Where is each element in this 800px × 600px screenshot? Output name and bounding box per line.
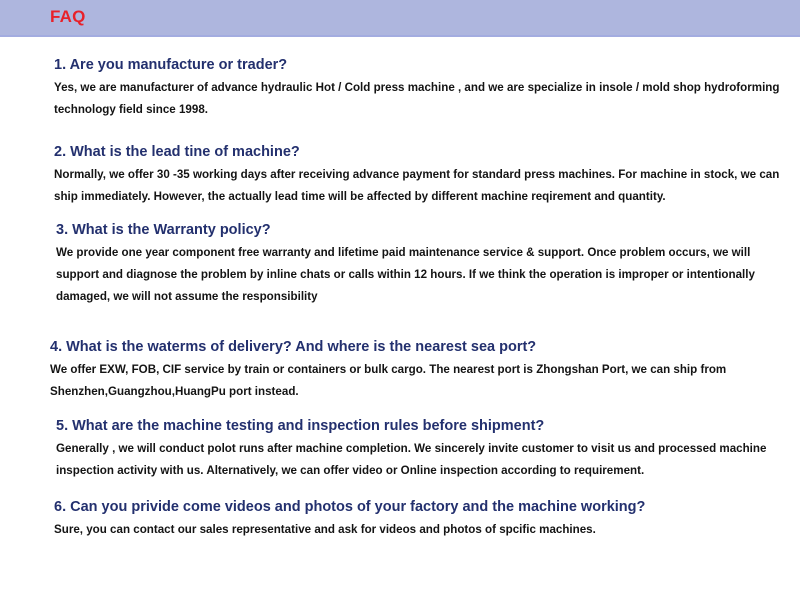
faq-answer-line: damaged, we will not assume the responsibility — [56, 290, 318, 303]
faq-answer-line: Shenzhen,Guangzhou,HuangPu port instead. — [50, 385, 299, 398]
faq-question: 5. What are the machine testing and inspection rules before shipment? — [56, 418, 545, 434]
faq-item — [0, 416, 800, 482]
faq-answer-line: support and diagnose the problem by inline chats or calls within 12 hours. If we think the operation is improper or intentionally — [56, 268, 755, 281]
faq-item — [0, 220, 800, 308]
faq-question: 4. What is the waterms of delivery? And where is the nearest sea port? — [50, 339, 537, 355]
faq-answer — [56, 242, 800, 308]
page-title: FAQ — [50, 7, 86, 26]
faq-question: 1. Are you manufacture or trader? — [54, 57, 288, 73]
faq-answer — [56, 438, 800, 482]
faq-answer — [54, 519, 800, 541]
faq-question: 6. Can you privide come videos and photos of your factory and the machine working? — [54, 499, 646, 515]
faq-answer-line: ship immediately. However, the actually lead time will be affected by different machine reqirement and quantity. — [54, 190, 666, 203]
faq-answer — [54, 164, 800, 208]
faq-answer-line: inspection activity with us. Alternatively, we can offer video or Online inspection according to requirement. — [56, 464, 645, 477]
faq-item — [0, 55, 800, 121]
faq-item — [0, 337, 800, 403]
faq-answer-line: Sure, you can contact our sales representative and ask for videos and photos of spcific machines. — [54, 523, 596, 536]
faq-answer — [50, 359, 800, 403]
faq-answer-line: We provide one year component free warranty and lifetime paid maintenance service & support. Once problem occurs, we will — [56, 246, 751, 259]
faq-question: 2. What is the lead tine of machine? — [54, 144, 300, 160]
faq-item — [0, 497, 800, 541]
faq-answer-line: Normally, we offer 30 -35 working days after receiving advance payment for standard press machines. For machine in stock, we can — [54, 168, 780, 181]
faq-question: 3. What is the Warranty policy? — [56, 222, 271, 238]
faq-answer-line: Yes, we are manufacturer of advance hydraulic Hot / Cold press machine , and we are specialize in insole / mold shop hydroforming — [54, 81, 780, 94]
faq-item — [0, 142, 800, 208]
faq-list — [0, 37, 800, 600]
faq-answer-line: technology field since 1998. — [54, 103, 208, 116]
faq-answer — [54, 77, 800, 121]
faq-answer-line: Generally , we will conduct polot runs after machine completion. We sincerely invite customer to visit us and processed machine — [56, 442, 767, 455]
header-band — [0, 0, 800, 37]
faq-answer-line: We offer EXW, FOB, CIF service by train or containers or bulk cargo. The nearest port is Zhongshan Port, we can ship from — [50, 363, 727, 376]
